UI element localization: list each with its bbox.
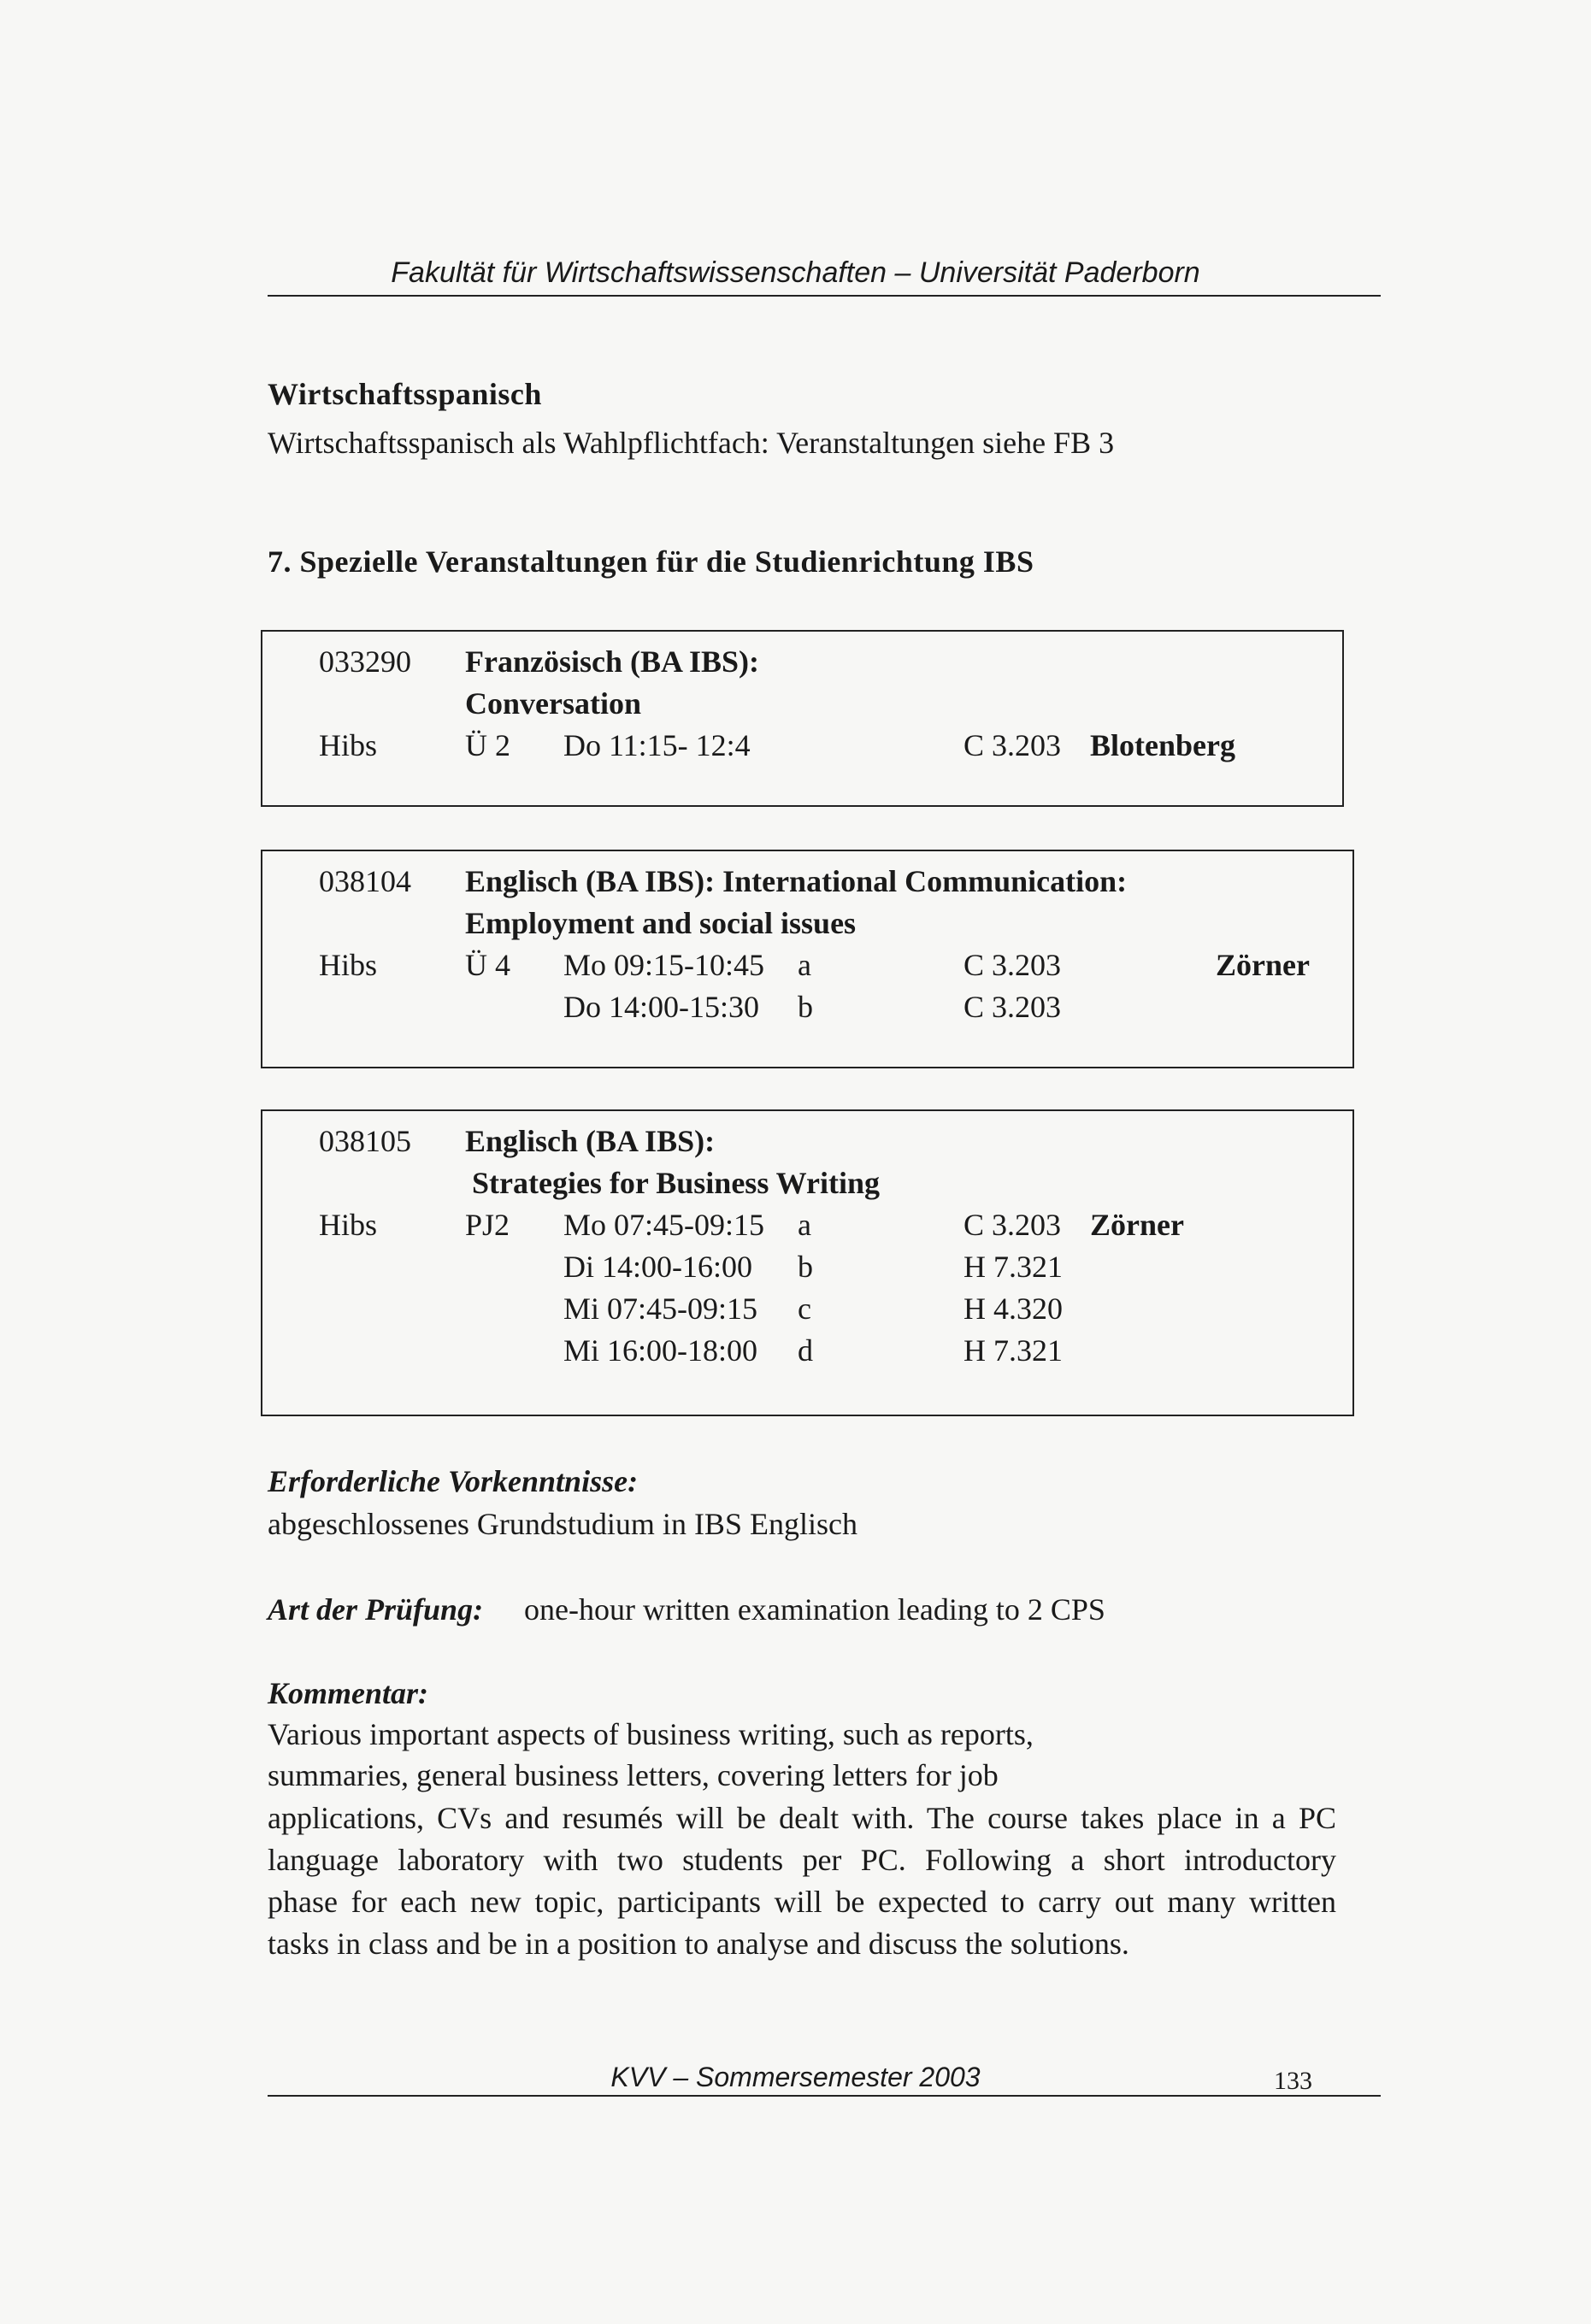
session-code: b [798, 1250, 813, 1284]
course-group: Hibs [319, 728, 378, 762]
spanish-text: Wirtschaftsspanisch als Wahlpflichtfach: Veranstaltungen siehe FB 3 [268, 426, 1115, 460]
course-lecturer: Zörner [1090, 1208, 1184, 1242]
course-group: Hibs [319, 1208, 378, 1242]
course-number: 033290 [319, 644, 411, 679]
course-type: Ü 2 [465, 728, 510, 762]
course-type: Ü 4 [465, 948, 510, 982]
course-group: Hibs [319, 948, 378, 982]
session-room: C 3.203 [963, 990, 1062, 1024]
course-title-line1: Französisch (BA IBS): [465, 644, 760, 679]
course-type: PJ2 [465, 1208, 510, 1242]
session-code: d [798, 1333, 813, 1368]
course-title-line1: Englisch (BA IBS): [465, 1124, 716, 1158]
header-rule [268, 295, 1381, 297]
exam-label: Art der Prüfung: [268, 1592, 484, 1627]
comment-line-5: phase for each new topic, participants will be expected to carry out many written [268, 1885, 1336, 1919]
course-title-line1: Englisch (BA IBS): International Communication: [465, 864, 1128, 898]
comment-line-2: summaries, general business letters, covering letters for job [268, 1758, 999, 1792]
prerequisites-text: abgeschlossenes Grundstudium in IBS Englisch [268, 1507, 857, 1541]
course-box-038105 [261, 1109, 1354, 1416]
session-room: C 3.203 [963, 728, 1062, 762]
session-time: Mo 09:15-10:45 [563, 948, 765, 982]
footer-rule [268, 2095, 1381, 2097]
course-number: 038105 [319, 1124, 411, 1158]
course-lecturer: Zörner [1216, 948, 1310, 982]
session-room: H 7.321 [963, 1250, 1063, 1284]
session-code: a [798, 1208, 811, 1242]
session-time: Do 14:00-15:30 [563, 990, 759, 1024]
exam-text: one-hour written examination leading to 2 CPS [524, 1592, 1105, 1627]
session-time: Mi 16:00-18:00 [563, 1333, 758, 1368]
page-footer: KVV – Sommersemester 2003 [610, 2062, 981, 2092]
course-number: 038104 [319, 864, 411, 898]
course-box-033290 [261, 630, 1344, 807]
session-time: Do 11:15- 12:4 [563, 728, 751, 762]
session-time: Mi 07:45-09:15 [563, 1291, 758, 1326]
session-room: C 3.203 [963, 1208, 1062, 1242]
course-lecturer: Blotenberg [1090, 728, 1235, 762]
session-time: Mo 07:45-09:15 [563, 1208, 765, 1242]
session-code: b [798, 990, 813, 1024]
comment-line-6: tasks in class and be in a position to analyse and discuss the solutions. [268, 1927, 1129, 1961]
course-box-038104 [261, 850, 1354, 1068]
prerequisites-label: Erforderliche Vorkenntnisse: [268, 1464, 639, 1498]
comment-line-3: applications, CVs and resumés will be dealt with. The course takes place in a PC [268, 1801, 1336, 1835]
session-code: c [798, 1291, 811, 1326]
comment-line-4: language laboratory with two students per PC. Following a short introductory [268, 1843, 1336, 1877]
page-number: 133 [1274, 2067, 1312, 2095]
page-header: Fakultät für Wirtschaftswissenschaften – Universität Paderborn [391, 256, 1200, 289]
session-code: a [798, 948, 811, 982]
comment-label: Kommentar: [268, 1676, 429, 1710]
session-room: H 4.320 [963, 1291, 1063, 1326]
session-room: C 3.203 [963, 948, 1062, 982]
session-time: Di 14:00-16:00 [563, 1250, 752, 1284]
section-7-heading: 7. Spezielle Veranstaltungen für die Studienrichtung IBS [268, 544, 1034, 579]
course-title-line2: Employment and social issues [465, 906, 857, 940]
session-room: H 7.321 [963, 1333, 1063, 1368]
spanish-heading: Wirtschaftsspanisch [268, 377, 542, 411]
course-title-line2: Conversation [465, 686, 641, 721]
course-title-line2: Strategies for Business Writing [472, 1166, 881, 1200]
comment-line-1: Various important aspects of business writing, such as reports, [268, 1717, 1034, 1751]
